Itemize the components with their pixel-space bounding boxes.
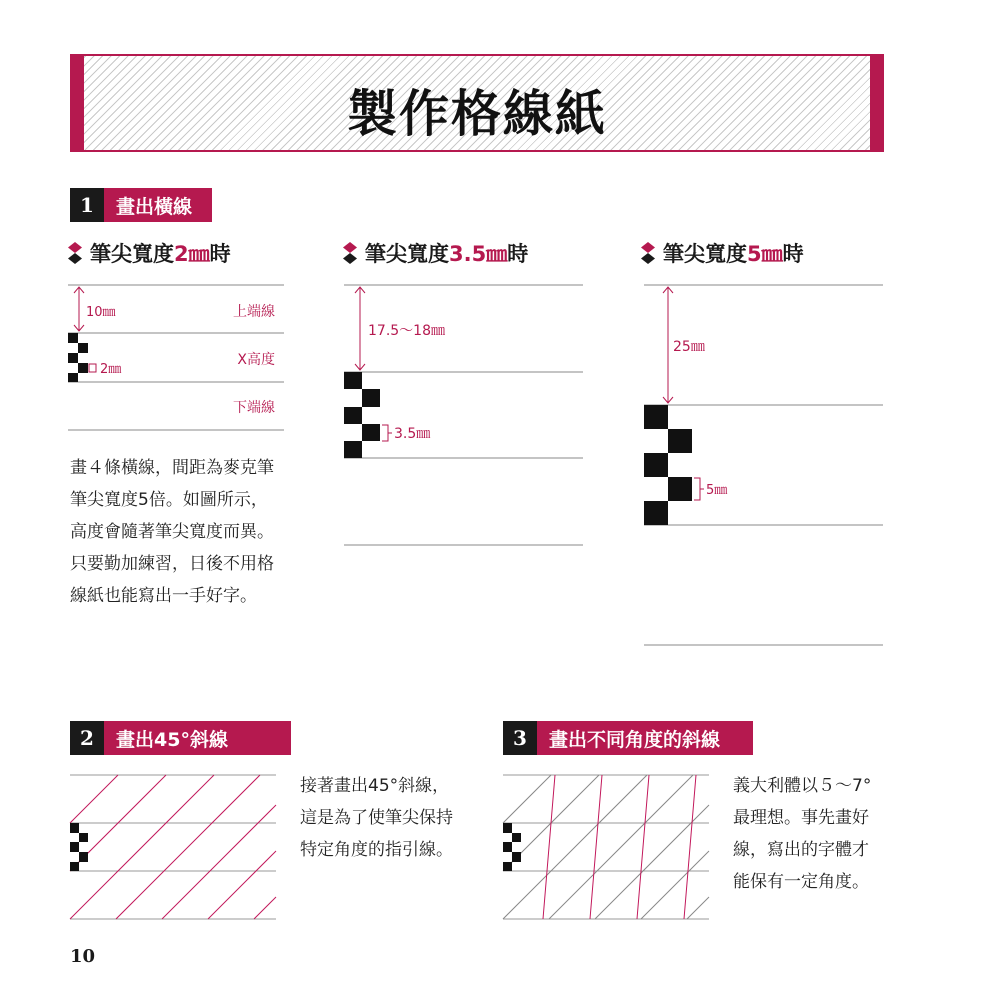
step-number: 3 [503, 721, 537, 755]
nib-label: 3.5㎜ [394, 426, 431, 442]
subhead-pre: 筆尖寬度 [365, 242, 449, 266]
step-label: 畫出橫線 [116, 195, 193, 218]
subhead-pre: 筆尖寬度 [90, 242, 174, 266]
text-line: 義大利體以５～7° [733, 776, 872, 796]
page-title: 製作格線紙 [347, 84, 607, 143]
step-label: 畫出45°斜線 [116, 728, 228, 751]
subhead-post: 時 [507, 242, 529, 266]
nib-label: 5㎜ [706, 483, 728, 498]
slant-lines-45 [503, 775, 709, 919]
text-line: 最理想。事先畫好 [733, 808, 869, 828]
text-line: 能保有一定角度。 [733, 872, 869, 892]
text-line: 線紙也能寫出一手好字。 [70, 586, 257, 606]
line-label-xheight: X高度 [237, 352, 275, 368]
height-label: 25㎜ [673, 339, 705, 355]
subhead-post: 時 [209, 242, 231, 266]
text-line: 高度會隨著筆尖寬度而異。 [70, 522, 274, 542]
text-line: 畫４條橫線，間距為麥克筆 [70, 458, 274, 478]
subhead-value: 2㎜ [174, 242, 210, 266]
subhead-value: 3.5㎜ [449, 242, 508, 266]
italic-slant-lines [543, 775, 696, 919]
nib-blocks [503, 823, 521, 871]
text-line: 只要勤加練習，日後不用格 [70, 554, 274, 574]
subhead-value: 5㎜ [747, 242, 783, 266]
height-label: 10㎜ [86, 305, 116, 320]
line-label-bottom: 下端線 [233, 400, 275, 416]
step-number: 2 [70, 721, 104, 755]
line-label-top: 上端線 [233, 304, 275, 320]
text-line: 線，寫出的字體才 [733, 840, 869, 860]
subhead-pre: 筆尖寬度 [663, 242, 747, 266]
page-number: 10 [70, 946, 96, 967]
text-line: 特定角度的指引線。 [300, 840, 453, 860]
nib-label: 2㎜ [100, 362, 122, 377]
text-line: 筆尖寬度5倍。如圖所示， [70, 490, 268, 510]
subhead-post: 時 [782, 242, 804, 266]
text-line: 接著畫出45°斜線， [300, 776, 450, 796]
step-label: 畫出不同角度的斜線 [549, 728, 721, 751]
step-number: 1 [70, 188, 104, 222]
height-label: 17.5～18㎜ [368, 323, 445, 339]
section3-description [733, 770, 903, 898]
text-line: 這是為了使筆尖保持 [300, 808, 453, 828]
